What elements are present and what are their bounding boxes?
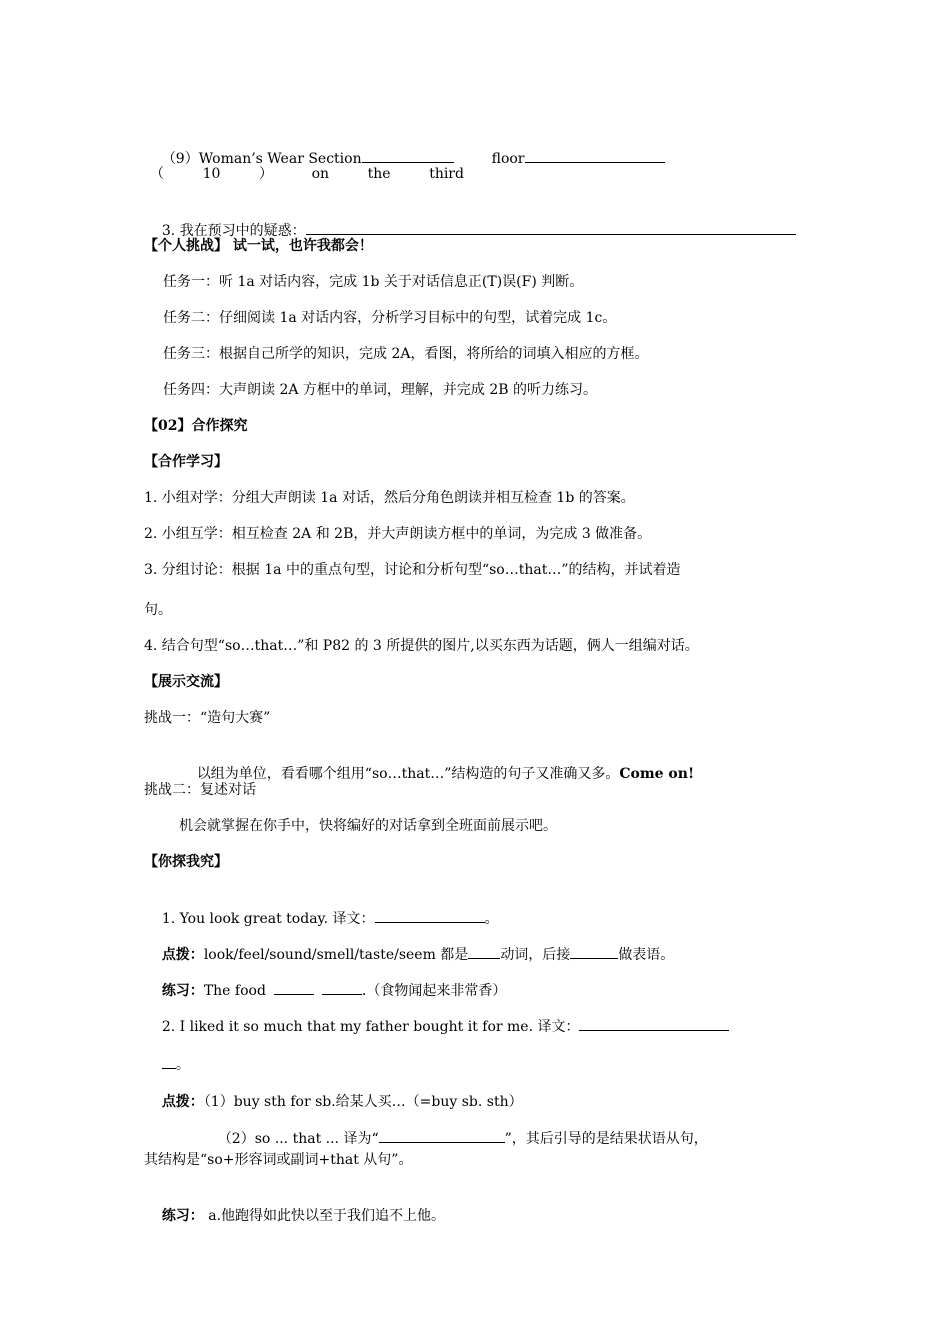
word-third: third — [429, 166, 464, 182]
blank-doubts — [306, 220, 796, 235]
heading-cooperative-learning: 【合作学习】 — [144, 454, 228, 470]
tip-2-text-1: （1）buy sth for sb.给某人买…（=buy sb. sth） — [203, 1094, 523, 1110]
practice-1-text-a: The food — [203, 983, 266, 999]
blank-predicative — [570, 944, 618, 959]
tip-1-text-a: look/feel/sound/smell/taste/seem 都是 — [203, 947, 469, 963]
explore-2-text: 2. I liked it so much that my father bought it for me. 译文： — [161, 1019, 580, 1035]
coop-item-2: 2. 小组互学：相互检查 2A 和 2B，并大声朗读方框中的单词，为完成 3 做准备。 — [144, 526, 652, 542]
challenge-2-body: 机会就掌握在你手中，快将编好的对话拿到全班面前展示吧。 — [179, 818, 557, 834]
coop-item-3: 3. 分组讨论：根据 1a 中的重点句型，讨论和分析句型“so…that…”的结构，并试着造 — [144, 562, 681, 578]
blank-practice-1a — [274, 980, 314, 995]
word-the: the — [367, 166, 391, 182]
blank-floor — [525, 148, 665, 163]
challenge-1-body — [179, 744, 694, 804]
explore-2-end: 。 — [175, 1057, 190, 1073]
practice-2-text: a.他跑得如此快以至于我们追不上他。 — [203, 1208, 446, 1224]
coop-item-4: 4. 结合句型“so…that…”和 P82 的 3 所提供的图片,以买东西为话题，俩人一组编对话。 — [144, 638, 699, 654]
explore-1-text: 1. You look great today. 译文： — [161, 911, 375, 927]
challenge-1-come-on: Come on! — [619, 766, 695, 782]
task-4: 任务四：大声朗读 2A 方框中的单词，理解，并完成 2B 的听力练习。 — [163, 382, 598, 398]
blank-so-that-meaning — [379, 1128, 505, 1143]
challenge-1-title: 挑战一：“造句大赛” — [144, 710, 271, 726]
word-on: on — [311, 166, 330, 182]
blank-practice-1b — [322, 980, 362, 995]
text-preview-doubts: 3. 我在预习中的疑惑： — [161, 223, 306, 239]
tip-2-text-2a: （2）so ... that ... 译为“ — [217, 1131, 379, 1147]
challenge-1-text: 以组为单位，看看哪个组用“so…that…”结构造的句子又准确又多。 — [196, 766, 620, 782]
practice-2 — [144, 1186, 445, 1246]
blank-translation-2-cont — [162, 1054, 176, 1069]
practice-label: 练习： — [161, 983, 204, 999]
text-womans-wear-section: （9）Woman’s Wear Section — [161, 151, 362, 167]
coop-item-3-cont: 句。 — [144, 602, 172, 618]
practice-label-2: 练习： — [161, 1208, 204, 1224]
blank-verb-type — [468, 944, 500, 959]
heading-personal-challenge: 【个人挑战】 试一试，也许我都会！ — [144, 238, 373, 254]
tip-2-line-3: 其结构是“so+形容词或副词+that 从句”。 — [144, 1152, 413, 1168]
practice-1-text-b: .（食物闻起来非常香） — [361, 983, 507, 999]
blank-translation-1 — [375, 908, 485, 923]
explore-item-2 — [144, 996, 729, 1057]
task-1: 任务一：听 1a 对话内容，完成 1b 关于对话信息正(T)误(F) 判断。 — [163, 274, 584, 290]
text-floor: floor — [491, 151, 525, 167]
task-2: 任务二：仔细阅读 1a 对话内容，分析学习目标中的句型，试着完成 1c。 — [163, 310, 617, 326]
line-10-on-the-third — [150, 164, 464, 184]
task-3: 任务三：根据自己所学的知识，完成 2A，看图，将所给的词填入相应的方框。 — [163, 346, 649, 362]
heading-explore: 【你探我究】 — [144, 854, 228, 870]
heading-02: 【02】合作探究 — [144, 418, 248, 434]
tip-1-text-b: 动词，后接 — [500, 947, 571, 963]
word-paren-open: （ — [150, 166, 164, 182]
tip-1-text-c: 做表语。 — [618, 947, 675, 963]
blank-translation-2 — [579, 1016, 729, 1031]
word-10: 10 — [202, 166, 221, 182]
word-paren-close: ） — [259, 166, 274, 182]
tip-label: 点拨： — [161, 947, 204, 963]
blank-section — [362, 148, 454, 163]
tip-label-2: 点拨： — [161, 1094, 204, 1110]
tip-2-text-2b: ”，其后引导的是结果状语从句， — [504, 1131, 708, 1147]
coop-item-1: 1. 小组对学：分组大声朗读 1a 对话，然后分角色朗读并相互检查 1b 的答案。 — [144, 490, 635, 506]
heading-show-exchange: 【展示交流】 — [144, 674, 228, 690]
challenge-2-title: 挑战二：复述对话 — [144, 782, 256, 798]
explore-1-end: 。 — [484, 911, 499, 927]
